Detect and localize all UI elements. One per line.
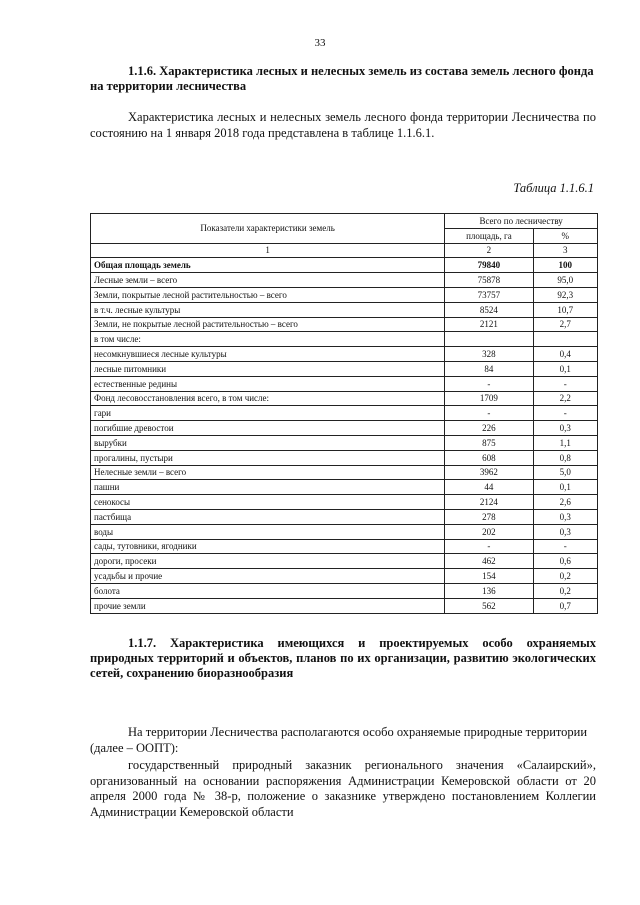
row-area: 75878 bbox=[445, 273, 533, 288]
page-number: 33 bbox=[314, 37, 326, 49]
row-area: 136 bbox=[445, 583, 533, 598]
row-name: воды bbox=[91, 524, 445, 539]
row-area: 73757 bbox=[445, 287, 533, 302]
row-area: 226 bbox=[445, 421, 533, 436]
row-name: Общая площадь земель bbox=[91, 258, 445, 273]
row-name: прочие земли bbox=[91, 598, 445, 613]
row-name: прогалины, пустыри bbox=[91, 450, 445, 465]
row-area: 8524 bbox=[445, 302, 533, 317]
row-name: гари bbox=[91, 406, 445, 421]
table-row bbox=[91, 450, 598, 465]
row-area: 84 bbox=[445, 361, 533, 376]
row-name: болота bbox=[91, 583, 445, 598]
row-name: вырубки bbox=[91, 435, 445, 450]
section-heading-1-1-6: 1.1.6. Характеристика лесных и нелесных земель из состава земель лесного фонда на территории лесничества bbox=[90, 64, 594, 93]
row-name: Земли, покрытые лесной растительностью – всего bbox=[91, 287, 445, 302]
row-name: Лесные земли – всего bbox=[91, 273, 445, 288]
row-name: в том числе: bbox=[91, 332, 445, 347]
row-percent: - bbox=[533, 376, 597, 391]
table-row bbox=[91, 287, 598, 302]
row-percent: 10,7 bbox=[533, 302, 597, 317]
row-percent: 0,1 bbox=[533, 480, 597, 495]
table-row bbox=[91, 258, 598, 273]
row-name: погибшие древостои bbox=[91, 421, 445, 436]
row-percent: - bbox=[533, 406, 597, 421]
row-area: 562 bbox=[445, 598, 533, 613]
row-percent: 1,1 bbox=[533, 435, 597, 450]
row-area: 79840 bbox=[445, 258, 533, 273]
table-row bbox=[91, 421, 598, 436]
row-area: 2121 bbox=[445, 317, 533, 332]
table-row bbox=[91, 509, 598, 524]
row-percent: 0,3 bbox=[533, 509, 597, 524]
row-percent: 0,6 bbox=[533, 554, 597, 569]
header-index-3: 3 bbox=[533, 243, 597, 258]
table-row bbox=[91, 406, 598, 421]
row-percent: 0,8 bbox=[533, 450, 597, 465]
row-percent: 0,4 bbox=[533, 347, 597, 362]
row-percent: - bbox=[533, 539, 597, 554]
table-row bbox=[91, 554, 598, 569]
row-area: 44 bbox=[445, 480, 533, 495]
row-percent: 5,0 bbox=[533, 465, 597, 480]
row-name: естественные редины bbox=[91, 376, 445, 391]
row-area: 202 bbox=[445, 524, 533, 539]
section-heading-1-1-7: 1.1.7. Характеристика имеющихся и проектируемых особо охраняемых природных территорий и объектов, планов по их организации, развитию экологических сетей, сохранению биоразнообразия bbox=[90, 636, 596, 680]
row-percent: 0,3 bbox=[533, 421, 597, 436]
row-name: сады, тутовники, ягодники bbox=[91, 539, 445, 554]
row-area bbox=[445, 332, 533, 347]
ooptp-intro-paragraph: На территории Лесничества располагаются особо охраняемые природные территории (далее – ООПТ): bbox=[90, 725, 588, 755]
row-name: усадьбы и прочие bbox=[91, 569, 445, 584]
row-area: 1709 bbox=[445, 391, 533, 406]
row-percent: 95,0 bbox=[533, 273, 597, 288]
intro-paragraph: Характеристика лесных и нелесных земель лесного фонда территории Лесничества по состоянию на 1 января 2018 года представлена в таблице 1.1.6.1. bbox=[90, 110, 596, 140]
table-row bbox=[91, 539, 598, 554]
row-area: - bbox=[445, 539, 533, 554]
table-row bbox=[91, 598, 598, 613]
row-area: 875 bbox=[445, 435, 533, 450]
table-row bbox=[91, 361, 598, 376]
table-row bbox=[91, 495, 598, 510]
row-name: Земли, не покрытые лесной растительностью – всего bbox=[91, 317, 445, 332]
row-name: дороги, просеки bbox=[91, 554, 445, 569]
row-area: - bbox=[445, 406, 533, 421]
row-area: 462 bbox=[445, 554, 533, 569]
header-area: площадь, га bbox=[445, 228, 533, 243]
row-area: 328 bbox=[445, 347, 533, 362]
table-row bbox=[91, 332, 598, 347]
row-area: 154 bbox=[445, 569, 533, 584]
table-row bbox=[91, 465, 598, 480]
table-row bbox=[91, 317, 598, 332]
header-indicator: Показатели характеристики земель bbox=[91, 214, 445, 244]
row-name: несомкнувшиеся лесные культуры bbox=[91, 347, 445, 362]
header-percent: % bbox=[533, 228, 597, 243]
row-percent: 2,2 bbox=[533, 391, 597, 406]
header-index-1: 1 bbox=[91, 243, 445, 258]
row-name: сенокосы bbox=[91, 495, 445, 510]
table-row bbox=[91, 524, 598, 539]
table-row bbox=[91, 347, 598, 362]
table-row bbox=[91, 376, 598, 391]
land-characteristics-table bbox=[90, 213, 598, 614]
header-total: Всего по лесничеству bbox=[445, 214, 598, 229]
table-row bbox=[91, 569, 598, 584]
row-name: лесные питомники bbox=[91, 361, 445, 376]
row-percent bbox=[533, 332, 597, 347]
row-name: пашни bbox=[91, 480, 445, 495]
row-percent: 92,3 bbox=[533, 287, 597, 302]
table-row bbox=[91, 273, 598, 288]
table-row bbox=[91, 302, 598, 317]
row-percent: 0,1 bbox=[533, 361, 597, 376]
row-name: Фонд лесовосстановления всего, в том числе: bbox=[91, 391, 445, 406]
table-row bbox=[91, 480, 598, 495]
header-index-2: 2 bbox=[445, 243, 533, 258]
zakaznik-paragraph: государственный природный заказник регионального значения «Салаирский», организованный на основании распоряжения Администрации Кемеровской области от 20 апреля 2000 года № 38-р, положение о заказнике утверждено постановлением Коллегии Администрации Кемеровской области bbox=[90, 758, 596, 819]
row-area: 3962 bbox=[445, 465, 533, 480]
row-percent: 2,6 bbox=[533, 495, 597, 510]
table-caption: Таблица 1.1.6.1 bbox=[513, 181, 594, 195]
row-percent: 0,2 bbox=[533, 569, 597, 584]
row-name: пастбища bbox=[91, 509, 445, 524]
row-percent: 2,7 bbox=[533, 317, 597, 332]
row-area: 278 bbox=[445, 509, 533, 524]
row-name: Нелесные земли – всего bbox=[91, 465, 445, 480]
table-row bbox=[91, 583, 598, 598]
row-percent: 100 bbox=[533, 258, 597, 273]
row-name: в т.ч. лесные культуры bbox=[91, 302, 445, 317]
table-row bbox=[91, 435, 598, 450]
row-percent: 0,2 bbox=[533, 583, 597, 598]
row-area: 2124 bbox=[445, 495, 533, 510]
row-area: 608 bbox=[445, 450, 533, 465]
row-percent: 0,7 bbox=[533, 598, 597, 613]
table-row bbox=[91, 391, 598, 406]
row-area: - bbox=[445, 376, 533, 391]
row-percent: 0,3 bbox=[533, 524, 597, 539]
